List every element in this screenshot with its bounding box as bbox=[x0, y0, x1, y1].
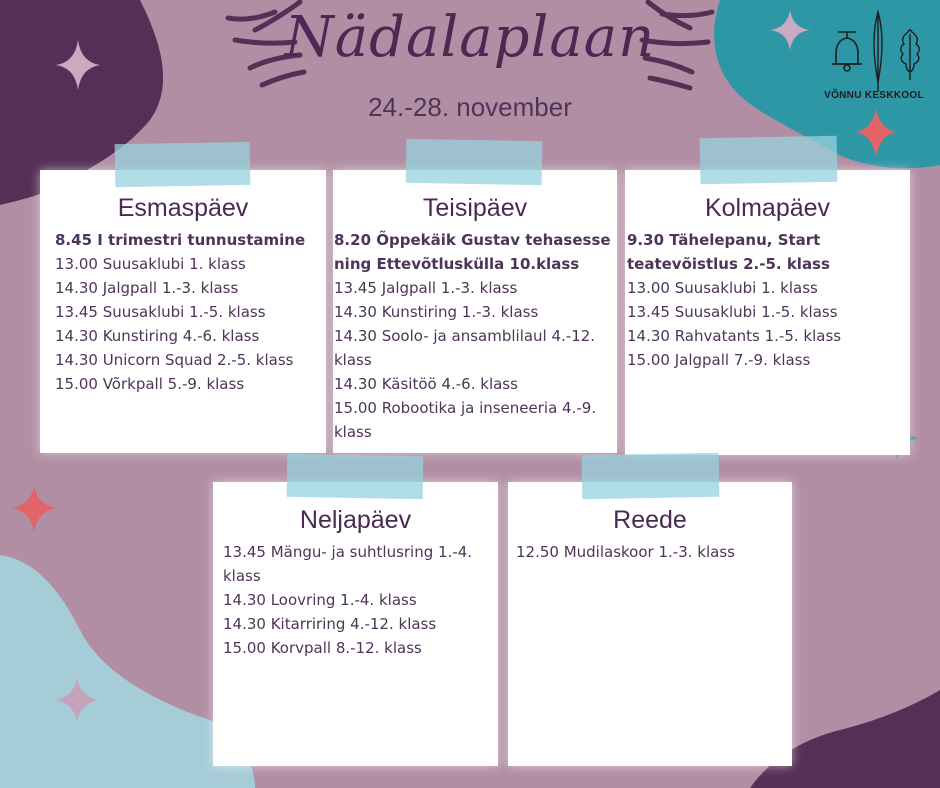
day-card-monday bbox=[40, 170, 326, 453]
schedule-entry: 14.30 Loovring 1.-4. klass bbox=[223, 591, 417, 609]
schedule-entry: 8.20 Õppekäik Gustav tehasesse ning Ettevõtluskülla 10.klass bbox=[334, 231, 611, 273]
schedule-entry: 9.30 Tähelepanu, Start teatevõistlus 2.-5. klass bbox=[627, 231, 830, 273]
schedule-entry: 14.30 Unicorn Squad 2.-5. klass bbox=[55, 351, 294, 369]
oak-leaf-icon bbox=[901, 30, 920, 80]
tape-friday bbox=[582, 453, 720, 499]
entry-list bbox=[40, 228, 326, 396]
day-card-tuesday bbox=[333, 170, 617, 453]
tape-wednesday bbox=[700, 136, 838, 184]
schedule-entry: 14.30 Jalgpall 1.-3. klass bbox=[55, 279, 239, 297]
day-card-thursday bbox=[213, 482, 498, 766]
schedule-entry: 14.30 Soolo- ja ansamblilaul 4.-12. klass bbox=[334, 327, 596, 369]
schedule-entry: 14.30 Käsitöö 4.-6. klass bbox=[334, 375, 518, 393]
schedule-entry: 14.30 Kunstiring 1.-3. klass bbox=[334, 303, 539, 321]
schedule-entry: 14.30 Kunstiring 4.-6. klass bbox=[55, 327, 260, 345]
day-title: Reede bbox=[613, 506, 687, 534]
schedule-entry: 13.00 Suusaklubi 1. klass bbox=[627, 279, 818, 297]
entry-list bbox=[625, 228, 910, 372]
page-title: Nädalaplaan bbox=[284, 5, 656, 70]
schedule-entry: 13.00 Suusaklubi 1. klass bbox=[55, 255, 246, 273]
school-name: VÕNNU KESKKOOL bbox=[824, 90, 924, 101]
day-title: Teisipäev bbox=[422, 194, 528, 222]
schedule-entry: 15.00 Võrkpall 5.-9. klass bbox=[55, 375, 245, 393]
entry-list bbox=[333, 228, 617, 444]
day-card-wednesday bbox=[625, 170, 910, 455]
date-range: 24.-28. november bbox=[368, 92, 572, 122]
schedule-entry: 13.45 Suusaklubi 1.-5. klass bbox=[55, 303, 266, 321]
sparkle-coral-left bbox=[12, 486, 56, 532]
day-title: Kolmapäev bbox=[704, 194, 831, 222]
entry-list bbox=[508, 540, 792, 564]
schedule-entry: 14.30 Rahvatants 1.-5. klass bbox=[627, 327, 842, 345]
schedule-entry: 13.45 Jalgpall 1.-3. klass bbox=[334, 279, 518, 297]
tape-tuesday bbox=[406, 139, 543, 185]
day-title: Neljapäev bbox=[299, 506, 412, 534]
day-card-friday bbox=[508, 482, 792, 766]
schedule-entry: 15.00 Jalgpall 7.-9. klass bbox=[627, 351, 811, 369]
entry-list bbox=[213, 540, 498, 660]
bell-icon bbox=[832, 32, 862, 71]
schedule-entry: 15.00 Robootika ja inseneeria 4.-9. klass bbox=[334, 399, 597, 441]
schedule-entry: 13.45 Suusaklubi 1.-5. klass bbox=[627, 303, 838, 321]
feather-icon bbox=[874, 12, 882, 92]
tape-thursday bbox=[287, 454, 424, 499]
schedule-entry: 15.00 Korvpall 8.-12. klass bbox=[223, 639, 422, 657]
tape-monday bbox=[115, 142, 251, 187]
schedule-entry: 12.50 Mudilaskoor 1.-3. klass bbox=[516, 543, 735, 561]
schedule-entry: 13.45 Mängu- ja suhtlusring 1.-4. klass bbox=[223, 543, 473, 585]
day-title: Esmaspäev bbox=[117, 194, 249, 222]
schedule-entry: 8.45 I trimestri tunnustamine bbox=[55, 231, 306, 249]
schedule-entry: 14.30 Kitarriring 4.-12. klass bbox=[223, 615, 437, 633]
